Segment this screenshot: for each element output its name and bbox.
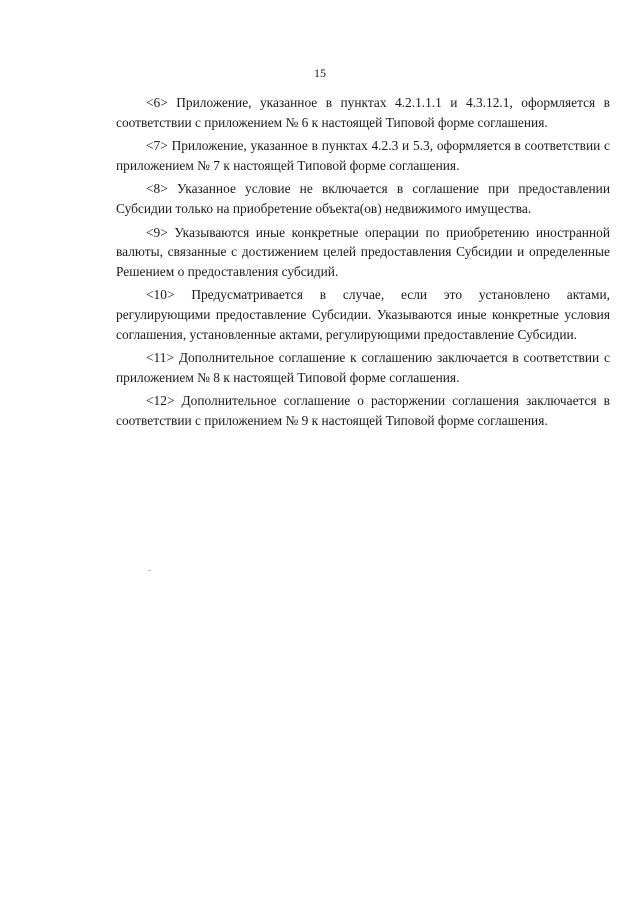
footnotes-section — [116, 93, 610, 435]
footnote-10: <10> Предусматривается в случае, если это установлено актами, регулирующими предоставление Субсидии. Указываются иные конкретные условия соглашения, установленные актами, регулирующими предоставление Субсидии. — [116, 287, 610, 342]
footnote-12: <12> Дополнительное соглашение о расторжении соглашения заключается в соответствии с приложением № 9 к настоящей Типовой форме соглашения. — [116, 393, 610, 428]
scan-speck — [148, 570, 151, 571]
footnote-11: <11> Дополнительное соглашение к соглашению заключается в соответствии с приложением № 8 к настоящей Типовой форме соглашения. — [116, 350, 610, 385]
footnote-8: <8> Указанное условие не включается в соглашение при предоставлении Субсидии только на приобретение объекта(ов) недвижимого имущества. — [116, 181, 610, 216]
page-number: 15 — [314, 66, 326, 80]
footnote-6: <6> Приложение, указанное в пунктах 4.2.1.1.1 и 4.3.12.1, оформляется в соответствии с приложением № 6 к настоящей Типовой форме соглашения. — [116, 95, 610, 130]
footnote-9: <9> Указываются иные конкретные операции по приобретению иностранной валюты, связанные с достижением целей предоставления Субсидии и определенные Решением о предоставления субсидий. — [116, 224, 610, 279]
footnote-7: <7> Приложение, указанное в пунктах 4.2.3 и 5.3, оформляется в соответствии с приложением № 7 к настоящей Типовой форме соглашения. — [116, 138, 610, 173]
